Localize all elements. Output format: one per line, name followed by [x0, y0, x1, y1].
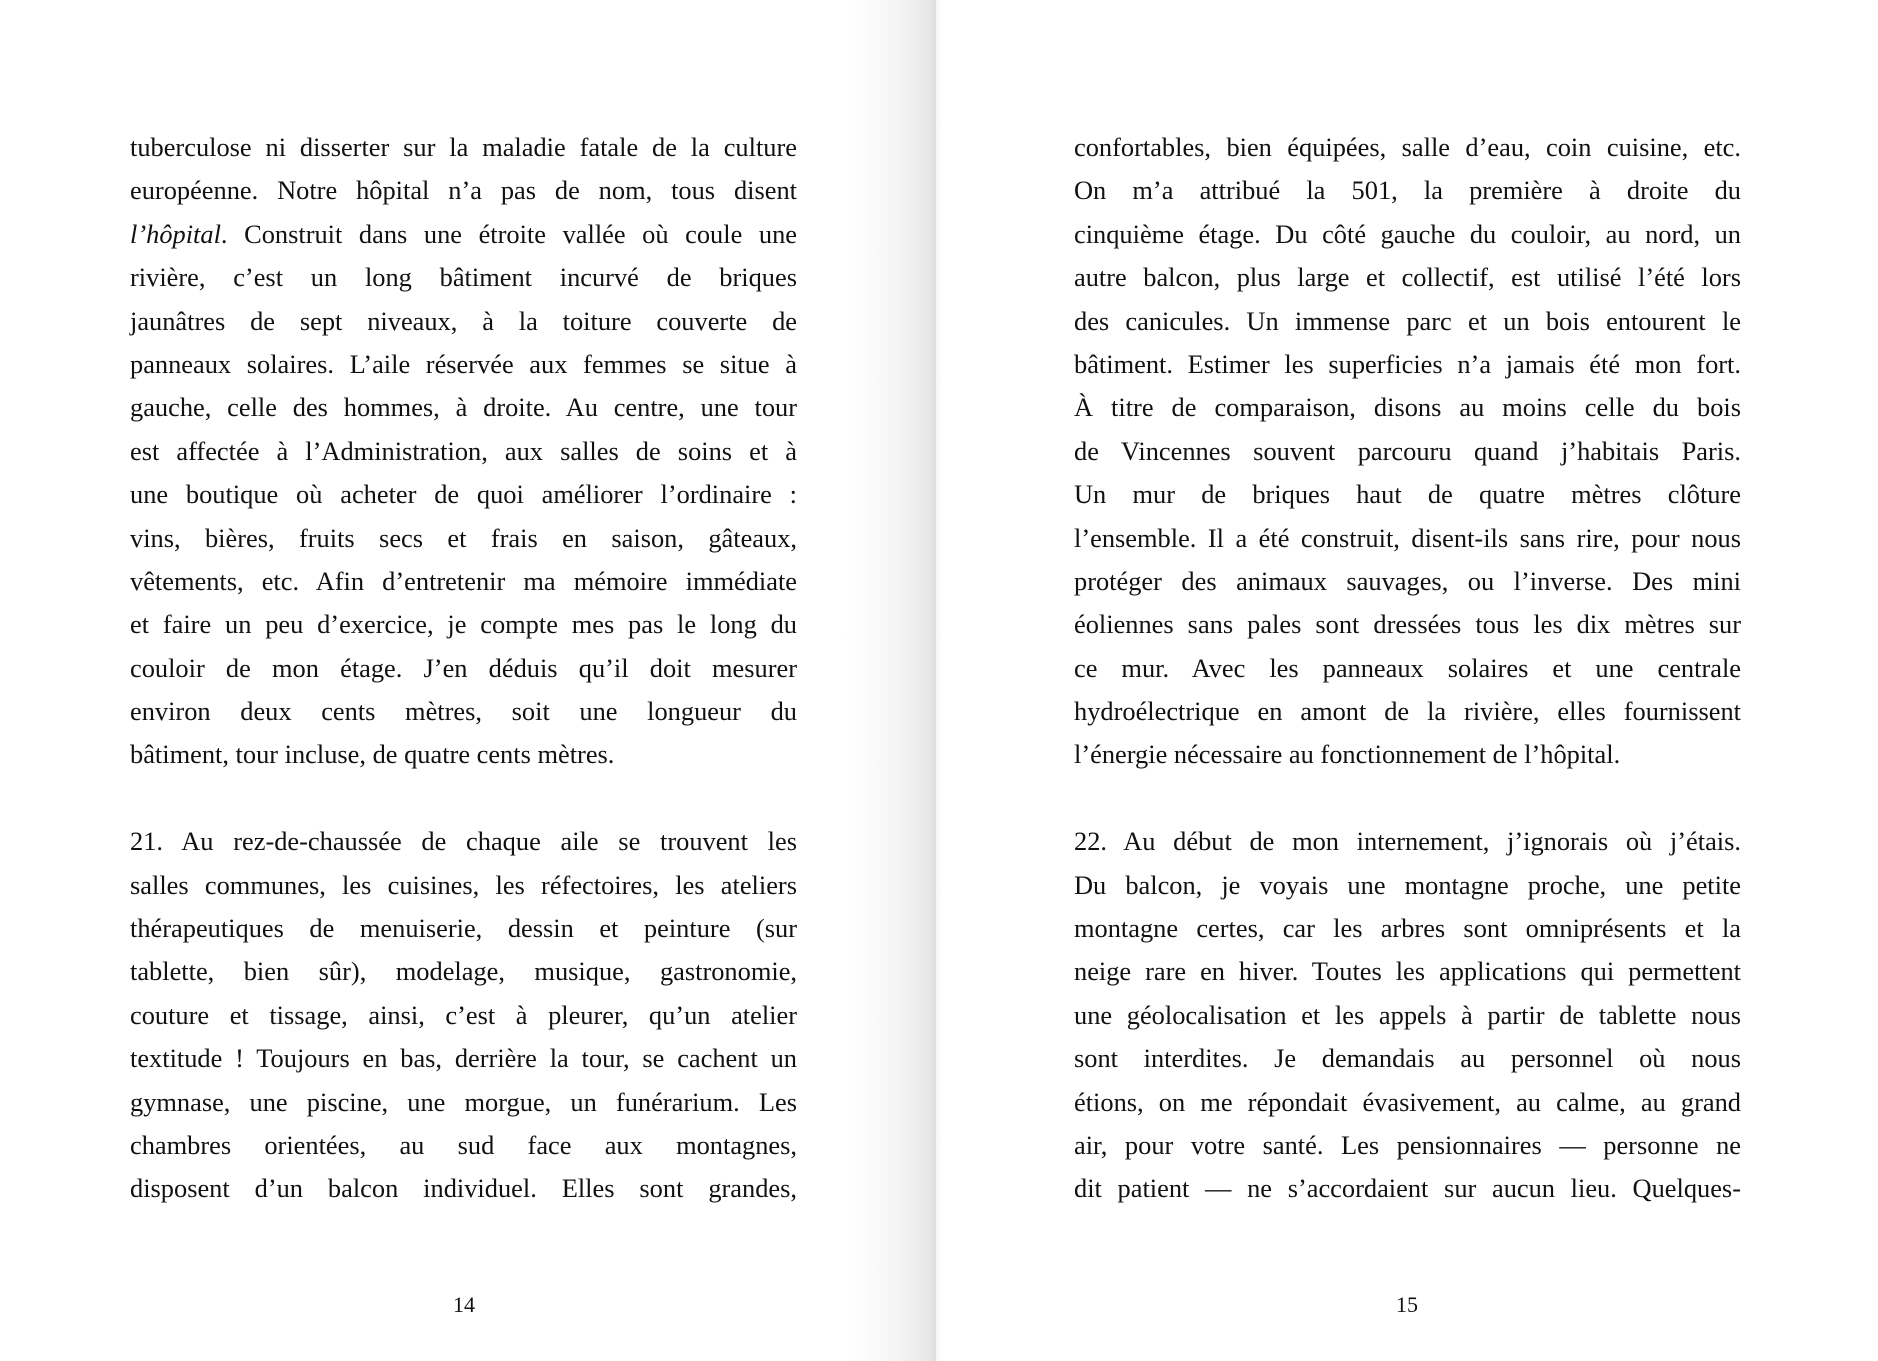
text-line: À titre de comparaison, disons au moins celle du bois	[1074, 392, 1741, 423]
text-line: rivière, c’est un long bâtiment incurvé de briques	[130, 262, 797, 293]
text-line: ce mur. Avec les panneaux solaires et une centrale	[1074, 652, 1741, 683]
paragraph	[130, 126, 797, 777]
text-line: sont interdites. Je demandais au personnel où nous	[1074, 1043, 1741, 1074]
text-fragment: . Construit dans une étroite vallée où coule une	[220, 218, 797, 249]
text-line: couture et tissage, ainsi, c’est à pleurer, qu’un atelier	[130, 999, 797, 1030]
text-line: Un mur de briques haut de quatre mètres clôture	[1074, 479, 1741, 510]
text-line: vins, bières, fruits secs et frais en saison, gâteaux,	[130, 522, 797, 553]
text-line: montagne certes, car les arbres sont omniprésents et la	[1074, 913, 1741, 944]
paragraph-gap	[1074, 777, 1741, 820]
text-line: gymnase, une piscine, une morgue, un funérarium. Les	[130, 1086, 797, 1117]
text-line: hydroélectrique en amont de la rivière, elles fournissent	[1074, 696, 1741, 727]
text-line: une géolocalisation et les appels à partir de tablette nous	[1074, 999, 1741, 1030]
text-line: textitude ! Toujours en bas, derrière la tour, se cachent un	[130, 1043, 797, 1074]
text-line: bâtiment. Estimer les superficies n’a jamais été mon fort.	[1074, 348, 1741, 379]
text-line: protéger des animaux sauvages, ou l’inverse. Des mini	[1074, 565, 1741, 596]
text-line: dit patient — ne s’accordaient sur aucun lieu. Quelques-	[1074, 1173, 1741, 1204]
text-line: une boutique où acheter de quoi améliorer l’ordinaire :	[130, 479, 797, 510]
text-line: Du balcon, je voyais une montagne proche, une petite	[1074, 869, 1741, 900]
text-line: étions, on me répondait évasivement, au calme, au grand	[1074, 1086, 1741, 1117]
text-line: jaunâtres de sept niveaux, à la toiture couverte de	[130, 305, 797, 336]
text-line: de Vincennes souvent parcouru quand j’habitais Paris.	[1074, 435, 1741, 466]
text-line: neige rare en hiver. Toutes les applications qui permettent	[1074, 956, 1741, 987]
text-line: 21. Au rez-de-chaussée de chaque aile se trouvent les	[130, 826, 797, 857]
text-line: des canicules. Un immense parc et un bois entourent le	[1074, 305, 1741, 336]
text-line: l’ensemble. Il a été construit, disent-ils sans rire, pour nous	[1074, 522, 1741, 553]
text-line: thérapeutiques de menuiserie, dessin et peinture (sur	[130, 913, 797, 944]
text-line: cinquième étage. Du côté gauche du couloir, au nord, un	[1074, 218, 1741, 249]
text-line: disposent d’un balcon individuel. Elles sont grandes,	[130, 1173, 797, 1204]
text-line	[130, 213, 797, 256]
paragraph-gap	[130, 777, 797, 820]
text-line: chambres orientées, au sud face aux montagnes,	[130, 1129, 797, 1160]
text-line: bâtiment, tour incluse, de quatre cents mètres.	[130, 739, 615, 770]
text-line: européenne. Notre hôpital n’a pas de nom, tous disent	[130, 175, 797, 206]
text-line: autre balcon, plus large et collectif, est utilisé l’été lors	[1074, 262, 1741, 293]
text-line: On m’a attribué la 501, la première à droite du	[1074, 175, 1741, 206]
left-page-text-column	[130, 126, 797, 1211]
text-line: confortables, bien équipées, salle d’eau, coin cuisine, etc.	[1074, 132, 1741, 162]
italic-text: l’hôpital	[130, 218, 221, 249]
page-number: 15	[1396, 1292, 1418, 1317]
right-page-text-column	[1074, 126, 1741, 1211]
text-line: tuberculose ni disserter sur la maladie fatale de la culture	[130, 132, 797, 162]
text-line: gauche, celle des hommes, à droite. Au centre, une tour	[130, 392, 797, 423]
text-line: éoliennes sans pales sont dressées tous les dix mètres sur	[1074, 609, 1741, 640]
text-line: 22. Au début de mon internement, j’ignorais où j’étais.	[1074, 826, 1741, 857]
text-line: vêtements, etc. Afin d’entretenir ma mémoire immédiate	[130, 565, 797, 596]
text-line: l’énergie nécessaire au fonctionnement de l’hôpital.	[1074, 739, 1621, 770]
page-number: 14	[453, 1292, 475, 1317]
text-line: air, pour votre santé. Les pensionnaires — personne ne	[1074, 1129, 1741, 1160]
text-line: tablette, bien sûr), modelage, musique, gastronomie,	[130, 956, 797, 987]
paragraph	[130, 820, 797, 1211]
text-line: couloir de mon étage. J’en déduis qu’il doit mesurer	[130, 652, 797, 683]
text-line: est affectée à l’Administration, aux salles de soins et à	[130, 435, 797, 466]
text-line: environ deux cents mètres, soit une longueur du	[130, 696, 797, 727]
paragraph	[1074, 126, 1741, 777]
right-page	[936, 0, 1878, 1361]
text-line: panneaux solaires. L’aile réservée aux femmes se situe à	[130, 348, 797, 379]
text-line: et faire un peu d’exercice, je compte mes pas le long du	[130, 609, 797, 640]
text-line: salles communes, les cuisines, les réfectoires, les ateliers	[130, 869, 797, 900]
paragraph	[1074, 820, 1741, 1211]
left-page	[0, 0, 936, 1361]
